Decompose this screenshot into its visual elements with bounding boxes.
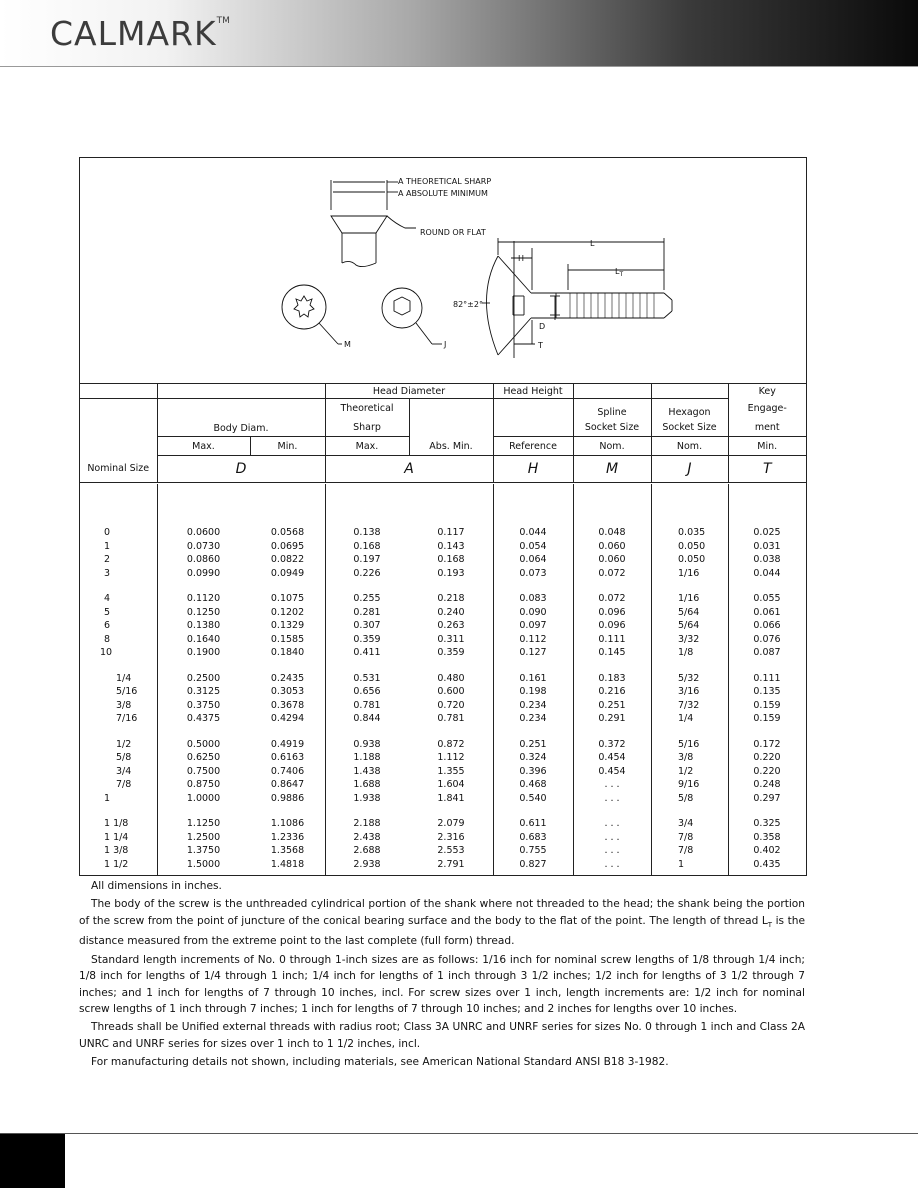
symbol-D: D	[157, 456, 325, 483]
table-cell: 0.1900	[186, 647, 221, 659]
cell-nominal-size: 10	[100, 647, 113, 659]
hex-socket-graphic	[382, 288, 442, 344]
table-cell: 1.938	[353, 792, 381, 804]
table-cell: 1.3750	[186, 845, 221, 857]
table-cell: 0.159	[753, 713, 781, 725]
cell-nominal-size: 0	[104, 527, 111, 539]
sub-max-2: Max.	[325, 437, 409, 456]
table-row	[80, 646, 806, 660]
notes-section	[79, 878, 805, 1073]
table-cell: 0.1380	[186, 620, 221, 632]
header-divider	[0, 66, 918, 67]
table-cell: 0.3053	[270, 686, 305, 698]
label-absolute-minimum: A ABSOLUTE MINIMUM	[398, 189, 488, 198]
table-cell: 0.090	[519, 606, 547, 618]
table-cell: 0.3750	[186, 699, 221, 711]
table-cell: 0.197	[353, 554, 381, 566]
table-cell: 0.324	[519, 752, 547, 764]
table-cell: 0.3678	[270, 699, 305, 711]
table-row	[80, 567, 806, 581]
table-cell: 0.402	[753, 845, 781, 857]
table-cell: 1	[678, 858, 685, 870]
header-banner	[0, 0, 918, 66]
table-cell: 0.540	[519, 792, 547, 804]
cell-nominal-size: 1 1/4	[104, 831, 129, 843]
sub-min-2: Min.	[728, 437, 806, 456]
table-cell: 1.3568	[270, 845, 305, 857]
table-cell: 0.172	[753, 738, 781, 750]
table-cell: 1.604	[437, 779, 465, 791]
header-key-1: Key	[728, 384, 806, 399]
table-row	[80, 831, 806, 845]
cell-nominal-size: 1 3/8	[104, 845, 129, 857]
screw-drawing	[80, 158, 806, 383]
label-angle: 82°±2°	[453, 300, 483, 309]
table-cell: 0.0568	[270, 527, 305, 539]
table-row	[80, 712, 806, 726]
table-cell: 0.216	[598, 686, 626, 698]
table-cell: 0.050	[678, 554, 706, 566]
table-cell: 1.841	[437, 792, 465, 804]
sub-nom-1: Nom.	[573, 437, 651, 456]
col-divider-1	[157, 484, 158, 875]
table-cell: 0.044	[753, 567, 781, 579]
table-cell: 0.127	[519, 647, 547, 659]
table-cell: 0.4375	[186, 713, 221, 725]
table-cell: 0.720	[437, 699, 465, 711]
table-cell: 0.8647	[270, 779, 305, 791]
table-cell: 1.1250	[186, 818, 221, 830]
table-cell: 0.307	[353, 620, 381, 632]
label-L: L	[590, 239, 595, 248]
row-spacer	[80, 514, 806, 526]
table-cell: 2.688	[353, 845, 381, 857]
table-row	[80, 817, 806, 831]
label-round-or-flat: ROUND OR FLAT	[420, 228, 486, 237]
table-cell: 0.435	[753, 858, 781, 870]
table-cell: 5/64	[678, 606, 700, 618]
table-cell: 0.220	[753, 752, 781, 764]
table-cell: 3/8	[678, 752, 694, 764]
table-cell: 0.0822	[270, 554, 305, 566]
table-row	[80, 699, 806, 713]
table-cell: 3/16	[678, 686, 700, 698]
table-cell: . . .	[604, 858, 620, 870]
table-cell: 0.4919	[270, 738, 305, 750]
table-cell: 0.480	[437, 672, 465, 684]
table-cell: 1/4	[678, 713, 694, 725]
label-H: H	[518, 254, 525, 263]
table-row	[80, 526, 806, 540]
table-cell: 0.781	[437, 713, 465, 725]
spline-socket-graphic	[282, 285, 342, 344]
footer-page-tab	[0, 1134, 65, 1188]
cell-nominal-size: 8	[104, 633, 111, 645]
table-cell: 0.297	[753, 792, 781, 804]
row-spacer	[80, 805, 806, 817]
table-cell: 0.251	[598, 699, 626, 711]
table-cell: 0.112	[519, 633, 547, 645]
label-LT: $L_T$	[615, 267, 624, 278]
screw-drawing-svg	[80, 158, 806, 383]
cell-nominal-size: 2	[104, 554, 111, 566]
table-row	[80, 844, 806, 858]
table-cell: 0.117	[437, 527, 465, 539]
table-cell: 0.611	[519, 818, 547, 830]
table-row	[80, 606, 806, 620]
table-cell: 9/16	[678, 779, 700, 791]
table-cell: 5/32	[678, 672, 700, 684]
brand-logo: CALMARK™	[50, 14, 230, 53]
header-theoretical: Theoretical	[325, 399, 409, 419]
table-cell: . . .	[604, 792, 620, 804]
spec-data-table	[80, 514, 806, 871]
table-cell: 0.0949	[270, 567, 305, 579]
table-row	[80, 592, 806, 606]
symbol-M: M	[573, 456, 651, 483]
note-units: All dimensions in inches.	[91, 880, 222, 892]
table-row	[80, 738, 806, 752]
col-divider-2	[325, 484, 326, 875]
table-cell: 0.234	[519, 713, 547, 725]
table-cell: 0.226	[353, 567, 381, 579]
table-cell: 0.0860	[186, 554, 221, 566]
table-cell: . . .	[604, 845, 620, 857]
cell-nominal-size: 7/16	[116, 713, 138, 725]
table-row	[80, 858, 806, 872]
table-cell: 0.1840	[270, 647, 305, 659]
table-cell: 0.9886	[270, 792, 305, 804]
table-cell: 2.438	[353, 831, 381, 843]
table-cell: 0.263	[437, 620, 465, 632]
table-cell: 2.938	[353, 858, 381, 870]
table-cell: 0.938	[353, 738, 381, 750]
table-cell: 2.079	[437, 818, 465, 830]
table-cell: 0.1202	[270, 606, 305, 618]
cell-nominal-size: 4	[104, 593, 111, 605]
table-cell: 1.4818	[270, 858, 305, 870]
table-cell: 0.073	[519, 567, 547, 579]
sub-max: Max.	[157, 437, 250, 456]
label-M: M	[344, 340, 351, 349]
spec-header-table	[80, 383, 806, 483]
table-cell: 0.358	[753, 831, 781, 843]
cell-nominal-size: 1 1/2	[104, 858, 129, 870]
table-cell: . . .	[604, 831, 620, 843]
cell-nominal-size: 5/8	[116, 752, 132, 764]
table-row	[80, 540, 806, 554]
table-cell: 0.311	[437, 633, 465, 645]
table-row	[80, 672, 806, 686]
cell-nominal-size: 3/8	[116, 699, 132, 711]
table-cell: 7/8	[678, 845, 694, 857]
cell-nominal-size: 1	[104, 540, 111, 552]
table-cell: 0.8750	[186, 779, 221, 791]
table-cell: 0.872	[437, 738, 465, 750]
row-spacer	[80, 726, 806, 738]
table-cell: 0.683	[519, 831, 547, 843]
table-cell: 0.3125	[186, 686, 221, 698]
table-cell: 2.791	[437, 858, 465, 870]
table-cell: 1.688	[353, 779, 381, 791]
table-cell: 1.0000	[186, 792, 221, 804]
table-cell: 0.240	[437, 606, 465, 618]
table-cell: 2.188	[353, 818, 381, 830]
table-cell: 0.359	[353, 633, 381, 645]
table-cell: 0.6250	[186, 752, 221, 764]
label-D: D	[539, 322, 546, 331]
table-cell: 0.111	[598, 633, 626, 645]
spec-data-body	[80, 514, 806, 871]
cell-nominal-size: 3	[104, 567, 111, 579]
table-cell: 0.054	[519, 540, 547, 552]
table-cell: 0.060	[598, 554, 626, 566]
header-spline-1: Spline	[573, 399, 651, 419]
table-cell: 1.2336	[270, 831, 305, 843]
table-cell: 0.7500	[186, 765, 221, 777]
table-cell: 0.2435	[270, 672, 305, 684]
table-row	[80, 765, 806, 779]
table-cell: 0.0730	[186, 540, 221, 552]
header-nominal-size: Nominal Size	[80, 456, 157, 483]
header-spline-2: Socket Size	[573, 418, 651, 437]
label-theoretical-sharp: A THEORETICAL SHARP	[398, 177, 492, 186]
table-cell: 1/8	[678, 647, 694, 659]
table-cell: 0.031	[753, 540, 781, 552]
screw-side-view-graphic	[482, 238, 672, 358]
table-cell: 0.0600	[186, 527, 221, 539]
cell-nominal-size: 5	[104, 606, 111, 618]
table-row	[80, 619, 806, 633]
cell-nominal-size: 1/2	[116, 738, 132, 750]
table-cell: 0.827	[519, 858, 547, 870]
table-cell: 2.553	[437, 845, 465, 857]
table-cell: 1/16	[678, 593, 700, 605]
col-divider-3	[493, 484, 494, 875]
table-cell: 0.234	[519, 699, 547, 711]
table-cell: 0.220	[753, 765, 781, 777]
table-cell: 0.183	[598, 672, 626, 684]
sub-reference: Reference	[493, 437, 573, 456]
table-cell: 0.4294	[270, 713, 305, 725]
note-threads: Threads shall be Unified external threads with radius root; Class 3A UNRC and UNRF series for sizes No. 0 through 1 inch and Class 2A UNRC and UNRF series for sizes over 1 inch to 1 1/2 inches, incl.	[79, 1021, 805, 1050]
row-spacer	[80, 660, 806, 672]
header-abs-min: Abs. Min.	[409, 399, 493, 456]
table-cell: 0.048	[598, 527, 626, 539]
table-cell: 0.1640	[186, 633, 221, 645]
table-cell: 0.468	[519, 779, 547, 791]
table-cell: 0.1075	[270, 593, 305, 605]
table-cell: 0.055	[753, 593, 781, 605]
table-cell: 1.188	[353, 752, 381, 764]
table-row	[80, 792, 806, 806]
header-hex-2: Socket Size	[651, 418, 728, 437]
table-cell: 0.359	[437, 647, 465, 659]
table-cell: 0.218	[437, 593, 465, 605]
table-cell: 1.5000	[186, 858, 221, 870]
label-T: T	[538, 341, 543, 350]
table-row	[80, 685, 806, 699]
table-cell: 1.355	[437, 765, 465, 777]
symbol-A: A	[325, 456, 493, 483]
table-cell: 0.372	[598, 738, 626, 750]
table-cell: 5/64	[678, 620, 700, 632]
label-J: J	[444, 340, 447, 349]
table-cell: 0.038	[753, 554, 781, 566]
col-divider-6	[728, 484, 729, 875]
table-cell: 0.145	[598, 647, 626, 659]
table-cell: 0.1585	[270, 633, 305, 645]
table-cell: 0.1250	[186, 606, 221, 618]
col-divider-4	[573, 484, 574, 875]
table-cell: 0.1120	[186, 593, 221, 605]
table-cell: 1.1086	[270, 818, 305, 830]
table-cell: 0.531	[353, 672, 381, 684]
table-cell: 0.7406	[270, 765, 305, 777]
table-cell: 0.198	[519, 686, 547, 698]
table-cell: 0.656	[353, 686, 381, 698]
symbol-J: J	[651, 456, 728, 483]
table-cell: 1.2500	[186, 831, 221, 843]
col-divider-5	[651, 484, 652, 875]
table-cell: 0.096	[598, 620, 626, 632]
table-cell: 7/8	[678, 831, 694, 843]
table-cell: 3/4	[678, 818, 694, 830]
table-cell: 0.6163	[270, 752, 305, 764]
note-body: The body of the screw is the unthreaded cylindrical portion of the shank where not threaded to the head; the shank being the portion of the screw from the point of juncture of the conical bearing surface and the body to the flat of the point. The length of thread $L_T$ is the distance measured from the extreme point to the last complete (full form) thread.	[79, 898, 806, 948]
table-cell: 0.600	[437, 686, 465, 698]
table-cell: 0.844	[353, 713, 381, 725]
table-row	[80, 553, 806, 567]
table-cell: 0.135	[753, 686, 781, 698]
table-cell: 0.050	[678, 540, 706, 552]
note-length-increments: Standard length increments of No. 0 through 1-inch sizes are as follows: 1/16 inch for nominal screw lengths of 1/8 through 1/4 inch; 1/8 inch for lengths of 1/4 through 1 inch; 1/4 inch for lengths of 1 inch through 3 1/2 inches; 1/2 inch for lengths of 3 1/2 through 7 inches; and 1 inch for lengths of 7 through 10 inches, incl. For screw sizes over 1 inch, length increments are: 1/2 inch for nominal screw lengths of 1 inch through 7 inches; 1 inch for lengths of 7 through 10 inches; and 2 inches for lengths over 10 inches.	[79, 953, 805, 1015]
group-head-diameter: Head Diameter	[325, 384, 493, 399]
table-cell: 0.396	[519, 765, 547, 777]
cell-nominal-size: 3/4	[116, 765, 132, 777]
table-cell: 0.064	[519, 554, 547, 566]
table-cell: 0.168	[353, 540, 381, 552]
table-cell: 5/8	[678, 792, 694, 804]
table-cell: 0.083	[519, 593, 547, 605]
header-hex-1: Hexagon	[651, 399, 728, 419]
table-cell: 0.325	[753, 818, 781, 830]
table-cell: . . .	[604, 779, 620, 791]
table-cell: 0.291	[598, 713, 626, 725]
table-cell: 0.0990	[186, 567, 221, 579]
group-head-height: Head Height	[493, 384, 573, 399]
table-cell: 0.035	[678, 527, 706, 539]
table-cell: 7/32	[678, 699, 700, 711]
header-sharp: Sharp	[325, 418, 409, 437]
symbol-T: T	[728, 456, 806, 483]
table-cell: 1.112	[437, 752, 465, 764]
table-cell: 1.438	[353, 765, 381, 777]
table-cell: 0.755	[519, 845, 547, 857]
table-cell: 2.316	[437, 831, 465, 843]
table-cell: 0.097	[519, 620, 547, 632]
table-row	[80, 633, 806, 647]
row-spacer	[80, 580, 806, 592]
table-row	[80, 751, 806, 765]
table-cell: 0.138	[353, 527, 381, 539]
table-cell: 0.159	[753, 699, 781, 711]
table-cell: 0.411	[353, 647, 381, 659]
cell-nominal-size: 6	[104, 620, 111, 632]
table-cell: 0.161	[519, 672, 547, 684]
table-cell: 1/2	[678, 765, 694, 777]
table-cell: 0.072	[598, 593, 626, 605]
table-cell: . . .	[604, 818, 620, 830]
table-cell: 0.143	[437, 540, 465, 552]
cell-nominal-size: 1/4	[116, 672, 132, 684]
cell-nominal-size: 1 1/8	[104, 818, 129, 830]
table-cell: 5/16	[678, 738, 700, 750]
table-cell: 0.454	[598, 765, 626, 777]
table-cell: 0.025	[753, 527, 781, 539]
note-manufacturing: For manufacturing details not shown, including materials, see American National Standard ANSI B18 3-1982.	[91, 1056, 669, 1069]
table-cell: 0.5000	[186, 738, 221, 750]
sub-nom-2: Nom.	[651, 437, 728, 456]
cell-nominal-size: 1	[104, 792, 111, 804]
table-cell: 0.193	[437, 567, 465, 579]
symbol-H: H	[493, 456, 573, 483]
table-cell: 0.251	[519, 738, 547, 750]
table-cell: 0.061	[753, 606, 781, 618]
header-body-diam: Body Diam.	[157, 399, 325, 437]
table-cell: 0.044	[519, 527, 547, 539]
table-cell: 0.281	[353, 606, 381, 618]
table-cell: 0.076	[753, 633, 781, 645]
cell-nominal-size: 5/16	[116, 686, 138, 698]
table-cell: 0.111	[753, 672, 781, 684]
table-cell: 0.060	[598, 540, 626, 552]
table-cell: 0.781	[353, 699, 381, 711]
table-cell: 0.0695	[270, 540, 305, 552]
table-cell: 0.255	[353, 593, 381, 605]
table-cell: 1/16	[678, 567, 700, 579]
table-row	[80, 778, 806, 792]
table-cell: 0.248	[753, 779, 781, 791]
spec-box	[79, 157, 807, 876]
table-cell: 3/32	[678, 633, 700, 645]
table-cell: 0.168	[437, 554, 465, 566]
header-key-3: ment	[728, 418, 806, 437]
sub-min: Min.	[250, 437, 325, 456]
cell-nominal-size: 7/8	[116, 779, 132, 791]
table-cell: 0.096	[598, 606, 626, 618]
table-cell: 0.087	[753, 647, 781, 659]
table-cell: 0.1329	[270, 620, 305, 632]
table-cell: 0.072	[598, 567, 626, 579]
header-key-2: Engage-	[728, 399, 806, 419]
table-cell: 0.454	[598, 752, 626, 764]
table-cell: 0.066	[753, 620, 781, 632]
table-cell: 0.2500	[186, 672, 221, 684]
footer-divider	[0, 1133, 918, 1134]
